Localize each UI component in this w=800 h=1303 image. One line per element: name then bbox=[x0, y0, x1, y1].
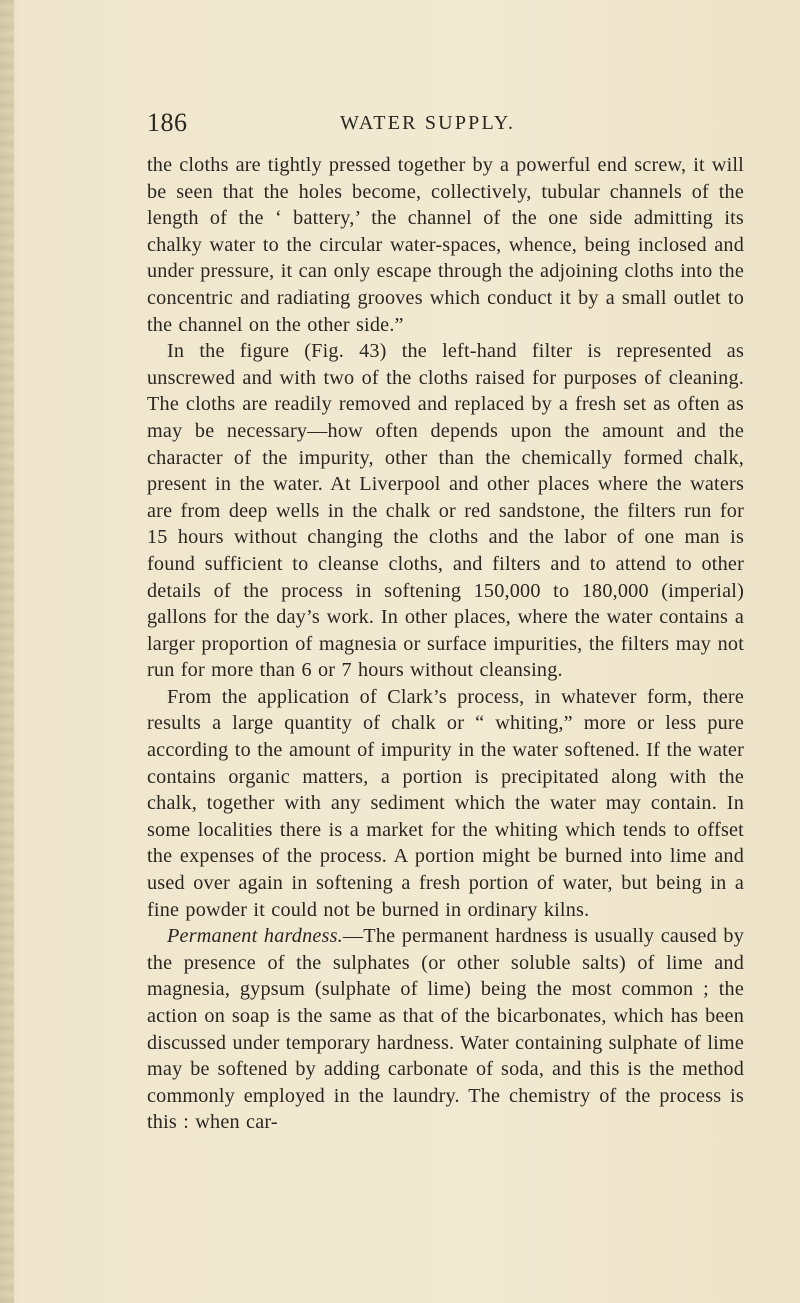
page-number: 186 bbox=[147, 108, 188, 137]
body-text bbox=[147, 152, 744, 1136]
paragraph: In the figure (Fig. 43) the left-hand filter is represented as unscrewed and with two of the cloths raised for purposes of cleaning. The cloths are readily removed and replaced by a fresh set as often as may be necessary—how often depends upon the amount and the character of the impurity, other than the chemically formed chalk, present in the water. At Liverpool and other places where the waters are from deep wells in the chalk or red sandstone, the filters run for 15 hours without changing the cloths and the labor of one man is found sufficient to cleanse cloths, and filters and to attend to other details of the process in softening 150,000 to 180,000 (imperial) gallons for the day’s work. In other places, where the water contains a larger proportion of magnesia or surface impurities, the filters may not run for more than 6 or 7 hours without cleansing. bbox=[147, 340, 744, 682]
page-binding-edge bbox=[0, 0, 14, 1303]
running-title: WATER SUPPLY. bbox=[340, 112, 516, 134]
running-header bbox=[147, 108, 744, 138]
paragraph: From the application of Clark’s process, in whatever form, there results a large quantity of chalk or “ whiting,” more or less pure according to the amount of impurity in the water softened. If the water contains organic matters, a portion is precipitated along with the chalk, together with any sediment which the water may contain. In some localities there is a market for the whiting which tends to offset the expenses of the process. A portion might be burned into lime and used over again in softening a fresh portion of water, but being in a fine powder it could not be burned in ordinary kilns. bbox=[147, 685, 744, 921]
paragraph-continued: the cloths are tightly pressed together by a powerful end screw, it will be seen that the holes become, collectively, tubular channels of the length of the ‘ battery,’ the channel of the one side admitting its chalky water to the circular water-spaces, whence, being inclosed and under pressure, it can only escape through the adjoining cloths into the concentric and radiating grooves which conduct it by a small outlet to the channel on the other side.” bbox=[147, 154, 744, 336]
paragraph-text: —The permanent hardness is usually caused by the presence of the sulphates (or other soluble salts) of lime and magnesia, gypsum (sulphate of lime) being the most common ; the action on soap is the same as that of the bicarbonates, which has been discussed under temporary hardness. Water containing sulphate of lime may be softened by adding carbonate of soda, and this is the method commonly employed in the laundry. The chemistry of the process is this : when car- bbox=[147, 925, 745, 1134]
section-heading-permanent-hardness: Permanent hardness. bbox=[167, 925, 343, 948]
paragraph-permanent-hardness bbox=[147, 923, 744, 1136]
